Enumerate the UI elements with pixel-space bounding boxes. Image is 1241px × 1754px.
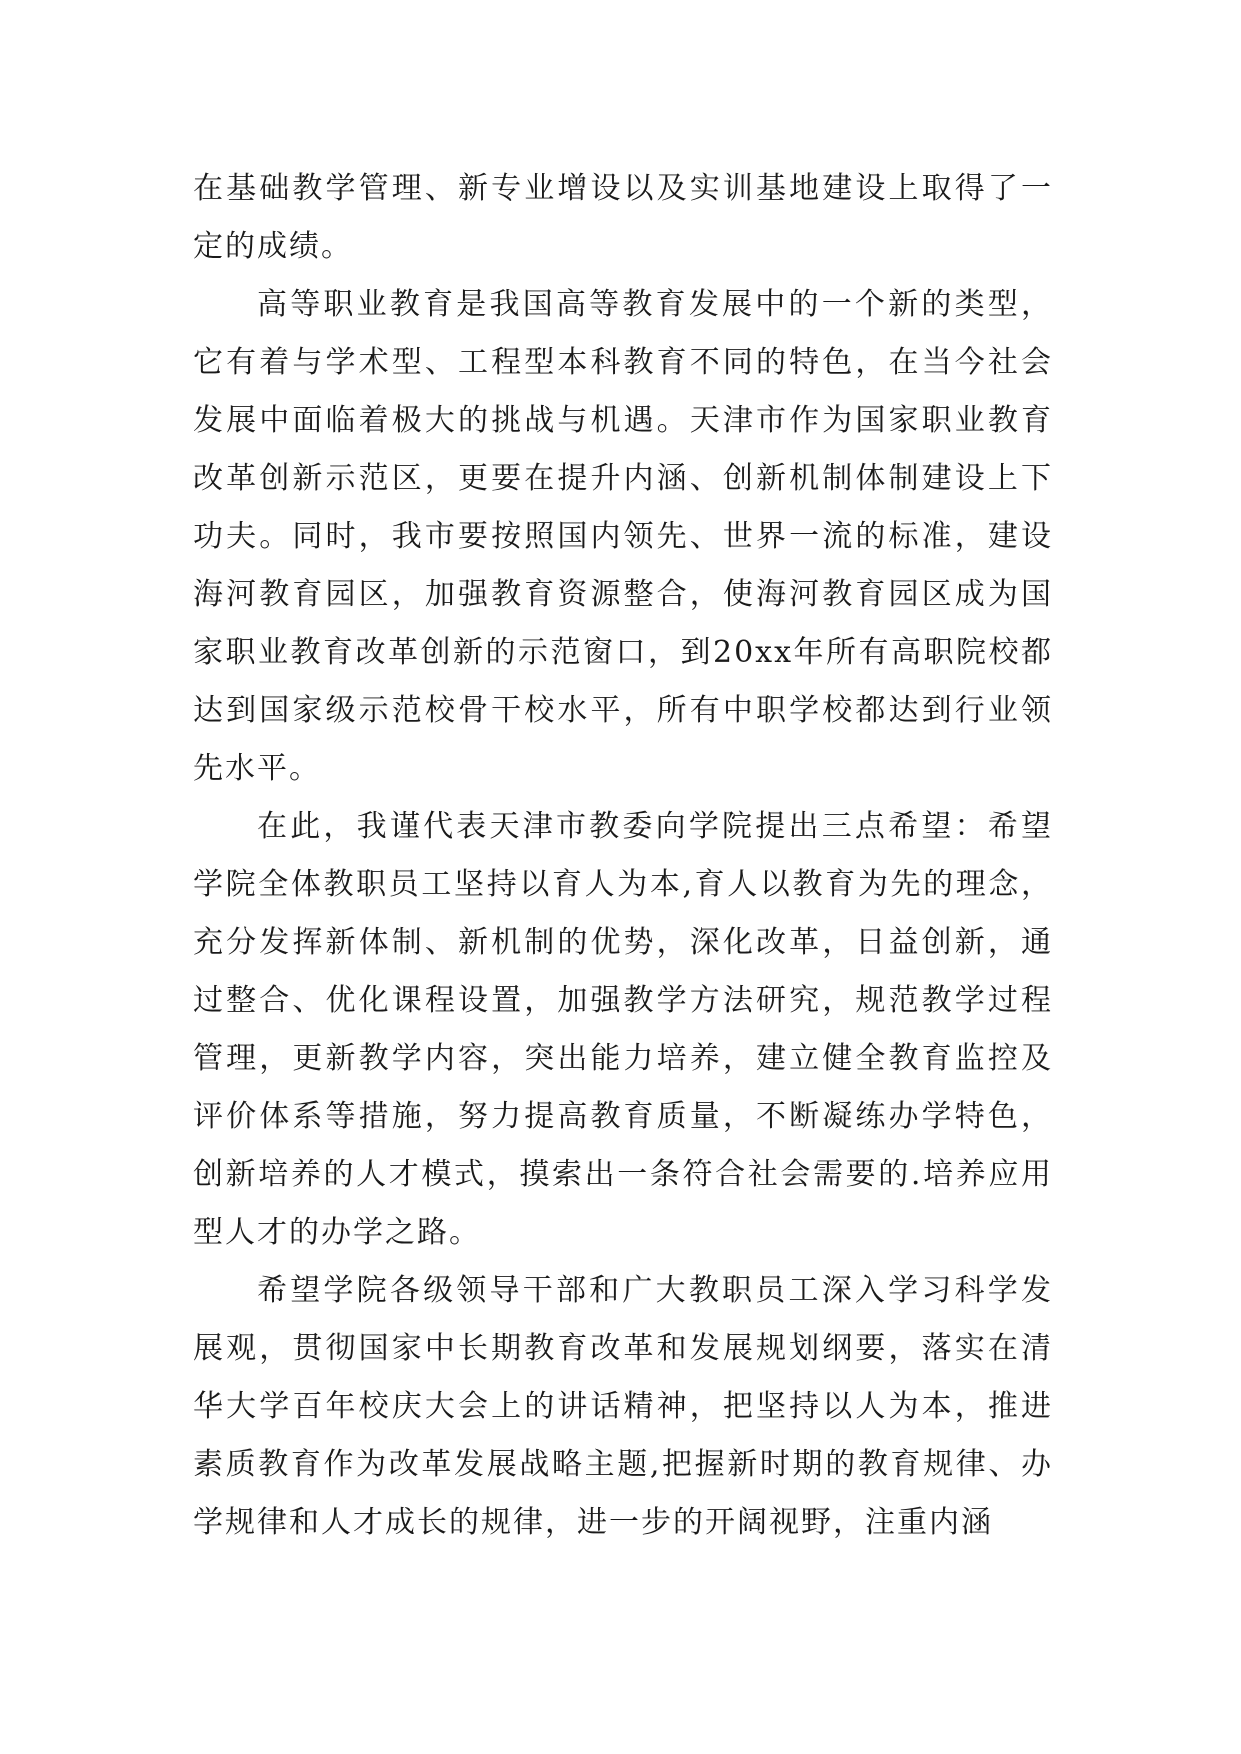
paragraph-4: 希望学院各级领导干部和广大教职员工深入学习科学发展观，贯彻国家中长期教育改革和发展规划纲要，落实在清华大学百年校庆大会上的讲话精神，把坚持以人为本，推进素质教育作为改革发展战略主题,把握新时期的教育规律、办学规律和人才成长的规律，进一步的开阔视野，注重内涵 (193, 1273, 1053, 1540)
paragraph-2: 高等职业教育是我国高等教育发展中的一个新的类型，它有着与学术型、工程型本科教育不同的特色，在当今社会发展中面临着极大的挑战与机遇。天津市作为国家职业教育改革创新示范区，更要在提升内涵、创新机制体制建设上下功夫。同时，我市要按照国内领先、世界一流的标准，建设海河教育园区，加强教育资源整合，使海河教育园区成为国家职业教育改革创新的示范窗口，到20xx年所有高职院校都达到国家级示范校骨干校水平，所有中职学校都达到行业领先水平。 (193, 287, 1053, 786)
paragraph-3: 在此，我谨代表天津市教委向学院提出三点希望：希望学院全体教职员工坚持以育人为本,育人以教育为先的理念，充分发挥新体制、新机制的优势，深化改革，日益创新，通过整合、优化课程设置，加强教学方法研究，规范教学过程管理，更新教学内容，突出能力培养，建立健全教育监控及评价体系等措施，努力提高教育质量，不断凝练办学特色，创新培养的人才模式，摸索出一条符合社会需要的.培养应用型人才的办学之路。 (193, 809, 1053, 1250)
paragraph-1: 在基础教学管理、新专业增设以及实训基地建设上取得了一定的成绩。 (193, 171, 1053, 264)
document-body (193, 160, 1053, 1552)
